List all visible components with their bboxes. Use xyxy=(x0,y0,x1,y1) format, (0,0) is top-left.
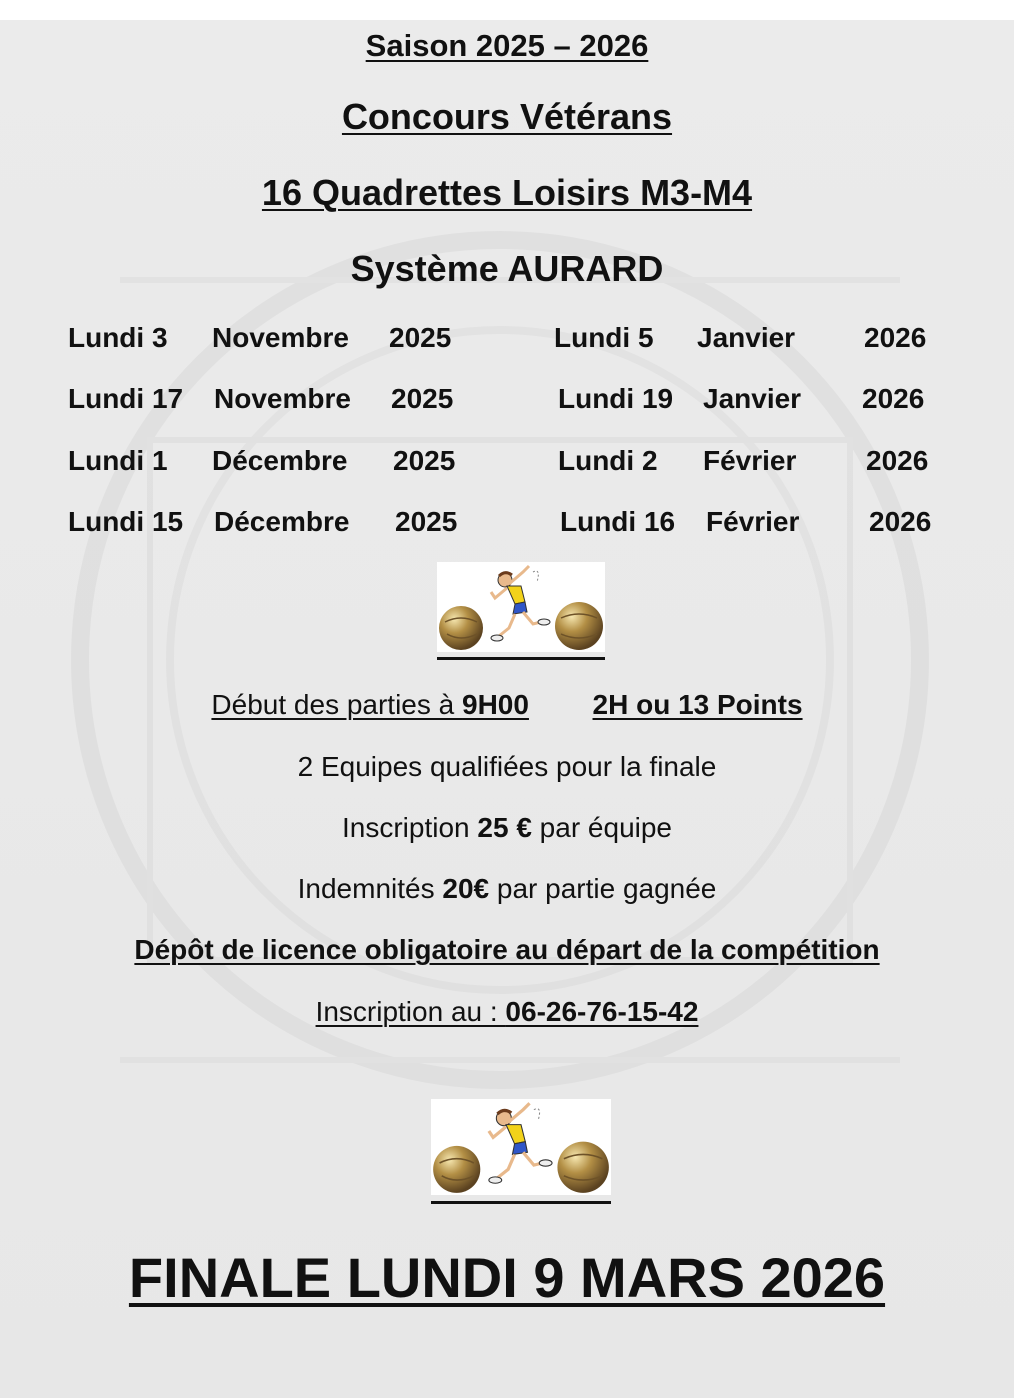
finale-title: FINALE LUNDI 9 MARS 2026 xyxy=(128,1246,886,1309)
entry-fee-label: Inscription xyxy=(341,812,478,843)
petanque-player-icon xyxy=(437,562,605,652)
flyer-page xyxy=(0,20,1014,1398)
logo-underline xyxy=(431,1201,611,1204)
date-month: Février xyxy=(703,445,797,476)
date-day: Lundi 17 xyxy=(68,383,184,414)
start-time-value: 9H00 xyxy=(462,689,529,720)
phone-label: Inscription au : xyxy=(315,996,506,1027)
date-day: Lundi 3 xyxy=(68,322,168,353)
game-duration: 2H ou 13 Points xyxy=(592,689,803,720)
date-year: 2025 xyxy=(389,322,452,353)
start-time-group xyxy=(211,689,529,720)
date-month: Janvier xyxy=(697,322,796,353)
competition-subtitle xyxy=(0,172,1014,214)
date-year: 2026 xyxy=(869,506,932,537)
competition-title xyxy=(0,96,1014,138)
system-label: Système AURARD xyxy=(350,248,664,289)
indemnity-suffix: par partie gagnée xyxy=(489,873,717,904)
entry-fee-amount: 25 € xyxy=(477,812,532,843)
competition-subtitle-text: 16 Quadrettes Loisirs M3-M4 xyxy=(261,172,753,213)
date-month: Novembre xyxy=(212,322,349,353)
date-day: Lundi 1 xyxy=(68,445,168,476)
date-year: 2026 xyxy=(866,445,929,476)
date-year: 2026 xyxy=(864,322,927,353)
date-day: Lundi 15 xyxy=(68,506,184,537)
date-month: Février xyxy=(706,506,800,537)
date-month: Décembre xyxy=(214,506,350,537)
date-month: Décembre xyxy=(212,445,348,476)
date-day: Lundi 5 xyxy=(554,322,654,353)
phone-line xyxy=(0,996,1014,1028)
competition-title-text: Concours Vétérans xyxy=(341,96,673,137)
date-year: 2025 xyxy=(391,383,454,414)
indemnity-amount: 20€ xyxy=(442,873,490,904)
phone-number: 06-26-76-15-42 xyxy=(505,996,699,1027)
date-year: 2025 xyxy=(395,506,458,537)
qualified-teams-line: 2 Equipes qualifiées pour la finale xyxy=(297,751,717,782)
start-time-label: Début des parties à xyxy=(211,689,463,720)
date-day: Lundi 16 xyxy=(560,506,676,537)
license-notice: Dépôt de licence obligatoire au départ de la compétition xyxy=(134,934,880,965)
date-day: Lundi 2 xyxy=(558,445,658,476)
season-title xyxy=(0,28,1014,64)
license-notice-line xyxy=(0,934,1014,966)
date-month: Novembre xyxy=(214,383,351,414)
date-day: Lundi 19 xyxy=(558,383,674,414)
indemnity-label: Indemnités xyxy=(297,873,443,904)
start-time-line xyxy=(0,689,1014,721)
petanque-player-icon xyxy=(431,1099,611,1195)
date-month: Janvier xyxy=(703,383,802,414)
petanque-player-logo xyxy=(431,1099,611,1195)
phone-group xyxy=(316,996,699,1027)
entry-fee-line xyxy=(0,812,1014,844)
date-year: 2026 xyxy=(862,383,925,414)
date-year: 2025 xyxy=(393,445,456,476)
entry-fee-suffix: par équipe xyxy=(531,812,672,843)
petanque-player-logo xyxy=(437,562,605,652)
indemnity-line xyxy=(0,873,1014,905)
logo-underline xyxy=(437,657,605,660)
season-text: Saison 2025 – 2026 xyxy=(365,28,649,63)
finale-line xyxy=(0,1245,1014,1310)
